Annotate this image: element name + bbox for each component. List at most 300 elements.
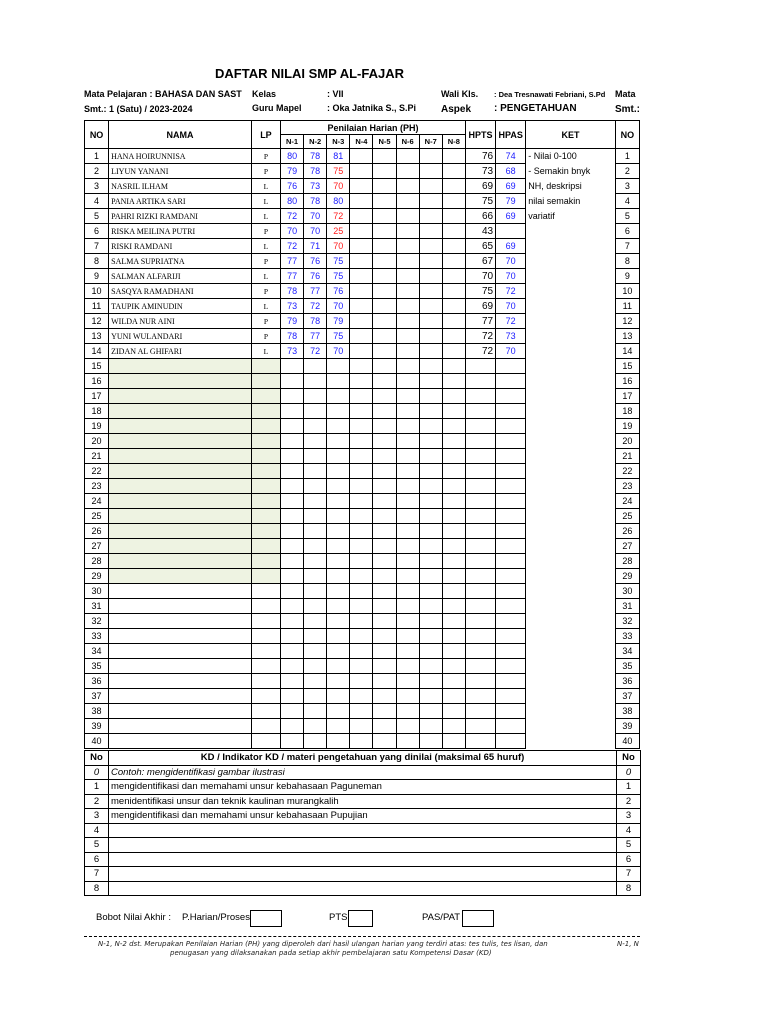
table-row <box>85 164 640 179</box>
ph-score: 70 <box>327 179 350 194</box>
ph-score-empty <box>281 419 304 434</box>
student-gender-empty <box>251 734 280 749</box>
ph-score-empty <box>373 614 396 629</box>
ph-score-empty <box>442 284 465 299</box>
ph-score-empty <box>350 539 373 554</box>
ph-score-empty <box>419 389 442 404</box>
row-no: 11 <box>85 299 109 314</box>
hpas-empty <box>496 479 526 494</box>
ph-score-empty <box>350 404 373 419</box>
hpts-score: 72 <box>465 329 495 344</box>
row-no: 8 <box>85 254 109 269</box>
table-row <box>85 284 640 299</box>
ph-score-empty <box>442 704 465 719</box>
row-no-right: 12 <box>615 314 639 329</box>
ph-score-empty <box>373 464 396 479</box>
ph-score-empty <box>419 629 442 644</box>
ph-score-empty <box>327 584 350 599</box>
ph-score-empty <box>442 419 465 434</box>
footer-divider <box>84 936 640 937</box>
hpas-empty <box>496 404 526 419</box>
ph-score: 77 <box>304 284 327 299</box>
student-gender: P <box>251 224 280 239</box>
hpas-empty <box>496 539 526 554</box>
ph-score: 70 <box>327 239 350 254</box>
row-no-right: 17 <box>615 389 639 404</box>
table-row <box>85 269 640 284</box>
hpts-empty <box>465 734 495 749</box>
ph-score-empty <box>419 719 442 734</box>
ph-score-empty <box>350 314 373 329</box>
kd-text: mengidentifikasi dan memahami unsur kebahasaan Paguneman <box>109 780 617 795</box>
hpts-score: 69 <box>465 299 495 314</box>
ph-score-empty <box>350 569 373 584</box>
hpas-score: 69 <box>496 209 526 224</box>
hpts-empty <box>465 539 495 554</box>
ph-score-empty <box>396 494 419 509</box>
row-no: 40 <box>85 734 109 749</box>
ket-empty <box>526 449 615 464</box>
row-no-right: 3 <box>615 179 639 194</box>
ph-score-empty <box>442 524 465 539</box>
hpts-score: 65 <box>465 239 495 254</box>
ph-score-empty <box>304 719 327 734</box>
kd-no: 4 <box>85 823 109 838</box>
ket-empty <box>526 479 615 494</box>
ph-score-empty <box>373 479 396 494</box>
ph-score-empty <box>281 464 304 479</box>
ph-score-empty <box>396 344 419 359</box>
ph-score-empty <box>327 644 350 659</box>
ph-score: 80 <box>281 149 304 164</box>
row-no: 35 <box>85 659 109 674</box>
table-row <box>85 344 640 359</box>
ph-score: 79 <box>281 164 304 179</box>
table-row-empty <box>85 689 640 704</box>
table-row-empty <box>85 599 640 614</box>
ph-score-empty <box>304 554 327 569</box>
student-name-empty <box>109 434 252 449</box>
ph-score-empty <box>350 254 373 269</box>
ph-score: 80 <box>327 194 350 209</box>
hpas-empty <box>496 689 526 704</box>
ket-empty <box>526 374 615 389</box>
hpts-empty <box>465 584 495 599</box>
ph-score-empty <box>442 359 465 374</box>
student-name-empty <box>109 359 252 374</box>
hpts-empty <box>465 509 495 524</box>
kd-row <box>85 780 641 795</box>
ph-score-empty <box>373 344 396 359</box>
ph-score-empty <box>419 299 442 314</box>
ph-score: 78 <box>281 329 304 344</box>
ph-col-header: N-2 <box>304 135 327 149</box>
hpts-score: 70 <box>465 269 495 284</box>
row-no-right: 2 <box>615 164 639 179</box>
ph-score-empty <box>419 209 442 224</box>
kd-table <box>84 750 641 896</box>
row-no-right: 13 <box>615 329 639 344</box>
ph-score-empty <box>281 479 304 494</box>
student-gender-empty <box>251 449 280 464</box>
ph-score-empty <box>304 539 327 554</box>
table-row-empty <box>85 494 640 509</box>
ph-score-empty <box>442 314 465 329</box>
ph-score-empty <box>396 314 419 329</box>
ket-empty <box>526 569 615 584</box>
ph-score-empty <box>304 434 327 449</box>
ph-score-empty <box>442 509 465 524</box>
ph-score-empty <box>327 569 350 584</box>
row-no-right: 33 <box>615 629 639 644</box>
row-no: 9 <box>85 269 109 284</box>
ph-score-empty <box>327 464 350 479</box>
row-no-right: 9 <box>615 269 639 284</box>
row-no: 12 <box>85 314 109 329</box>
student-name-empty <box>109 419 252 434</box>
student-name: SALMA SUPRIATNA <box>109 254 252 269</box>
ph-score-empty <box>327 509 350 524</box>
row-no-right: 4 <box>615 194 639 209</box>
ph-score: 76 <box>304 254 327 269</box>
student-gender-empty <box>251 404 280 419</box>
student-name-empty <box>109 584 252 599</box>
student-gender: L <box>251 209 280 224</box>
ph-score-empty <box>442 719 465 734</box>
ph-score-empty <box>442 329 465 344</box>
kd-text <box>109 852 617 867</box>
wali-value: : Dea Tresnawati Febriani, S.Pd <box>494 90 606 99</box>
ph-score: 79 <box>327 314 350 329</box>
table-row <box>85 299 640 314</box>
hpts-empty <box>465 434 495 449</box>
table-row-empty <box>85 419 640 434</box>
table-row-empty <box>85 404 640 419</box>
row-no-right: 6 <box>615 224 639 239</box>
kd-text <box>109 881 617 896</box>
ph-score-empty <box>373 524 396 539</box>
ph-score-empty <box>396 734 419 749</box>
ph-score: 78 <box>304 194 327 209</box>
kd-text <box>109 823 617 838</box>
ket-empty <box>526 614 615 629</box>
ket-empty <box>526 404 615 419</box>
kd-text <box>109 838 617 853</box>
ph-score-empty <box>419 524 442 539</box>
ph-score: 70 <box>304 224 327 239</box>
hpts-score: 43 <box>465 224 495 239</box>
ph-score-empty <box>396 419 419 434</box>
ph-score: 73 <box>281 299 304 314</box>
ph-score-empty <box>304 674 327 689</box>
ph-score-empty <box>396 479 419 494</box>
hpts-empty <box>465 524 495 539</box>
ph-score-empty <box>373 239 396 254</box>
kd-text <box>109 867 617 882</box>
ph-col-header: N-5 <box>373 135 396 149</box>
student-gender-empty <box>251 524 280 539</box>
row-no: 32 <box>85 614 109 629</box>
student-gender-empty <box>251 584 280 599</box>
ph-score: 77 <box>281 269 304 284</box>
table-row-empty <box>85 614 640 629</box>
ph-score-empty <box>419 509 442 524</box>
student-name-empty <box>109 689 252 704</box>
ph-score-empty <box>373 569 396 584</box>
table-row <box>85 179 640 194</box>
table-row <box>85 209 640 224</box>
row-no: 28 <box>85 554 109 569</box>
bobot-ph-input[interactable] <box>250 910 282 927</box>
ph-score-empty <box>396 449 419 464</box>
ph-score-empty <box>373 584 396 599</box>
ph-score-empty <box>442 539 465 554</box>
ph-score-empty <box>419 644 442 659</box>
ph-score-empty <box>304 509 327 524</box>
row-no-right: 7 <box>615 239 639 254</box>
student-gender-empty <box>251 629 280 644</box>
table-row <box>85 224 640 239</box>
mapel-label: Mata Pelajaran : BAHASA DAN SAST <box>84 89 242 99</box>
ph-score-empty <box>350 329 373 344</box>
ph-score-empty <box>373 554 396 569</box>
ph-score-empty <box>281 524 304 539</box>
ph-score-empty <box>350 599 373 614</box>
row-no: 10 <box>85 284 109 299</box>
student-gender-empty <box>251 644 280 659</box>
ph-score-empty <box>304 359 327 374</box>
ph-score-empty <box>442 224 465 239</box>
bobot-ph-label: P.Harian/Proses <box>182 912 250 923</box>
hpas-score: 73 <box>496 329 526 344</box>
ph-score-empty <box>350 239 373 254</box>
ph-score-empty <box>304 704 327 719</box>
ph-score-empty <box>350 419 373 434</box>
hpas-empty <box>496 524 526 539</box>
ph-score-empty <box>396 254 419 269</box>
ph-col-header: N-8 <box>442 135 465 149</box>
student-gender-empty <box>251 374 280 389</box>
ph-score-empty <box>419 284 442 299</box>
student-name-empty <box>109 674 252 689</box>
student-gender-empty <box>251 419 280 434</box>
ph-score-empty <box>350 284 373 299</box>
kd-no: 8 <box>85 881 109 896</box>
ph-score-empty <box>419 734 442 749</box>
ph-score-empty <box>281 569 304 584</box>
table-row-empty <box>85 509 640 524</box>
table-row-empty <box>85 734 640 749</box>
student-name-empty <box>109 644 252 659</box>
student-gender-empty <box>251 494 280 509</box>
ket-note: NH, deskripsi <box>526 179 615 194</box>
student-name-empty <box>109 389 252 404</box>
hpts-score: 72 <box>465 344 495 359</box>
ph-score-empty <box>304 584 327 599</box>
ph-score-empty <box>419 434 442 449</box>
ph-score-empty <box>281 509 304 524</box>
ph-score-empty <box>373 329 396 344</box>
ph-score-empty <box>419 584 442 599</box>
row-no-right: 31 <box>615 599 639 614</box>
ket-empty <box>526 419 615 434</box>
student-name-empty <box>109 524 252 539</box>
row-no: 2 <box>85 164 109 179</box>
ket-note <box>526 314 615 329</box>
student-name-empty <box>109 449 252 464</box>
hpas-score: 68 <box>496 164 526 179</box>
student-gender-empty <box>251 539 280 554</box>
ph-score-empty <box>304 404 327 419</box>
ket-empty <box>526 539 615 554</box>
student-gender-empty <box>251 614 280 629</box>
ph-score-empty <box>350 704 373 719</box>
table-row <box>85 329 640 344</box>
student-gender-empty <box>251 389 280 404</box>
ph-score-empty <box>373 254 396 269</box>
table-row-empty <box>85 524 640 539</box>
ph-score-empty <box>396 584 419 599</box>
row-no: 15 <box>85 359 109 374</box>
ph-score-empty <box>396 179 419 194</box>
student-gender-empty <box>251 479 280 494</box>
kd-no: 3 <box>85 809 109 824</box>
ph-score-empty <box>396 329 419 344</box>
row-no-right: 19 <box>615 419 639 434</box>
hpts-empty <box>465 644 495 659</box>
ph-score-empty <box>327 374 350 389</box>
row-no-right: 5 <box>615 209 639 224</box>
smt-truncated: Smt.: <box>615 104 640 115</box>
ph-score-empty <box>304 464 327 479</box>
ph-score-empty <box>396 539 419 554</box>
student-gender: L <box>251 194 280 209</box>
ph-score-empty <box>304 419 327 434</box>
hpts-empty <box>465 404 495 419</box>
ph-score-empty <box>350 554 373 569</box>
ph-score-empty <box>304 569 327 584</box>
ph-score-empty <box>350 224 373 239</box>
row-no-right: 25 <box>615 509 639 524</box>
bobot-pas-input[interactable] <box>462 910 494 927</box>
table-row-empty <box>85 719 640 734</box>
ph-score-empty <box>350 659 373 674</box>
ph-score: 70 <box>304 209 327 224</box>
student-name: ZIDAN AL GHIFARI <box>109 344 252 359</box>
ph-score-empty <box>396 299 419 314</box>
ph-score-empty <box>304 599 327 614</box>
student-gender-empty <box>251 434 280 449</box>
ph-score-empty <box>281 374 304 389</box>
hpts-empty <box>465 389 495 404</box>
table-row-empty <box>85 644 640 659</box>
ph-score-empty <box>350 614 373 629</box>
ph-score-empty <box>327 494 350 509</box>
ph-score: 73 <box>281 344 304 359</box>
ph-score-empty <box>304 524 327 539</box>
ph-score: 75 <box>327 164 350 179</box>
ph-score-empty <box>350 269 373 284</box>
ph-score-empty <box>327 734 350 749</box>
ph-score-empty <box>350 689 373 704</box>
ph-score-empty <box>350 149 373 164</box>
row-no: 24 <box>85 494 109 509</box>
row-no: 13 <box>85 329 109 344</box>
student-name-empty <box>109 599 252 614</box>
student-name: HANA HOIRUNNISA <box>109 149 252 164</box>
ph-score-empty <box>442 449 465 464</box>
ph-score-empty <box>304 659 327 674</box>
ket-note: nilai semakin <box>526 194 615 209</box>
ph-score-empty <box>396 194 419 209</box>
ph-score-empty <box>373 734 396 749</box>
ph-score-empty <box>419 224 442 239</box>
ph-score-empty <box>350 194 373 209</box>
hpas-empty <box>496 554 526 569</box>
hpas-score: 70 <box>496 299 526 314</box>
student-gender: P <box>251 284 280 299</box>
kd-no-right: 1 <box>617 780 641 795</box>
hpas-score: 70 <box>496 269 526 284</box>
ph-score-empty <box>373 599 396 614</box>
ket-empty <box>526 509 615 524</box>
ph-score-empty <box>281 644 304 659</box>
col-no2-header: NO <box>615 121 639 149</box>
ph-score-empty <box>442 389 465 404</box>
row-no: 7 <box>85 239 109 254</box>
ph-score-empty <box>396 509 419 524</box>
ph-score-empty <box>350 524 373 539</box>
bobot-pts-input[interactable] <box>348 910 373 927</box>
kd-no-right: 2 <box>617 794 641 809</box>
kd-no-right: 0 <box>617 765 641 780</box>
ph-score-empty <box>327 434 350 449</box>
ph-score-empty <box>442 479 465 494</box>
ph-score-empty <box>350 449 373 464</box>
ph-score-empty <box>396 164 419 179</box>
ph-score-empty <box>281 389 304 404</box>
ph-score-empty <box>350 359 373 374</box>
ph-score-empty <box>442 644 465 659</box>
ph-score-empty <box>396 239 419 254</box>
table-row-empty <box>85 569 640 584</box>
student-gender: P <box>251 164 280 179</box>
ph-score-empty <box>304 494 327 509</box>
page-title: DAFTAR NILAI SMP AL-FAJAR <box>215 66 404 81</box>
student-name: NASRIL ILHAM <box>109 179 252 194</box>
ph-score-empty <box>442 554 465 569</box>
ph-score-empty <box>304 734 327 749</box>
ph-score-empty <box>396 434 419 449</box>
table-row <box>85 149 640 164</box>
ph-score-empty <box>327 599 350 614</box>
ph-score-empty <box>419 269 442 284</box>
kd-text: menidentifikasi unsur dan teknik kaulinan murangkalih <box>109 794 617 809</box>
ph-score: 78 <box>304 149 327 164</box>
ph-score-empty <box>442 494 465 509</box>
student-gender-empty <box>251 659 280 674</box>
hpts-empty <box>465 554 495 569</box>
ph-score-empty <box>442 734 465 749</box>
kd-row <box>85 823 641 838</box>
ph-col-header: N-7 <box>419 135 442 149</box>
ph-score-empty <box>327 419 350 434</box>
ph-score: 71 <box>304 239 327 254</box>
kd-no-right: 8 <box>617 881 641 896</box>
row-no-right: 29 <box>615 569 639 584</box>
ket-note <box>526 254 615 269</box>
ph-score-empty <box>419 329 442 344</box>
